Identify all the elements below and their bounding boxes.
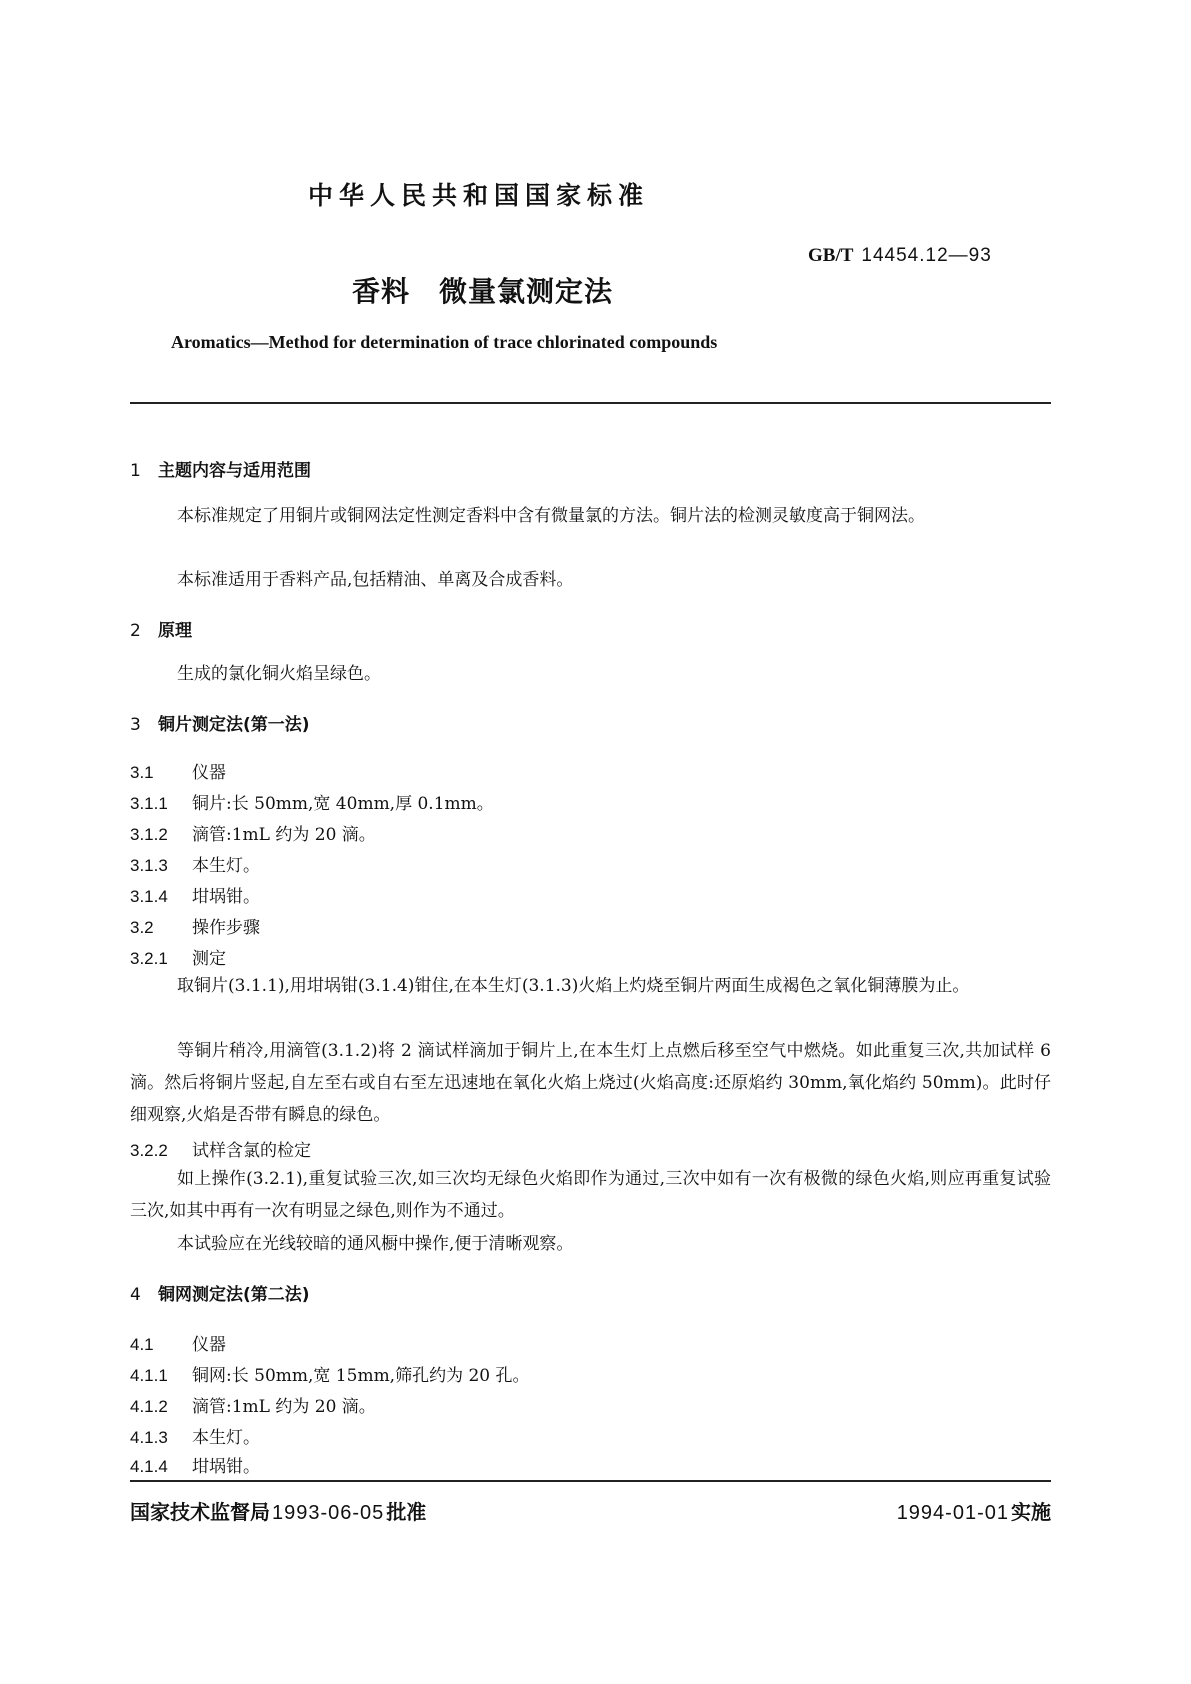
clause-text: 铜网:长 50mm,宽 15mm,筛孔约为 20 孔。 <box>192 1366 530 1386</box>
clause-number: 3.2.1 <box>130 949 168 968</box>
clause-number: 3.2.2 <box>130 1141 168 1160</box>
effective-line <box>897 1496 1051 1525</box>
clause-3-2-2-paragraph-2: 本试验应在光线较暗的通风橱中操作,便于清晰观察。 <box>177 1234 574 1254</box>
clause-4-1-2 <box>130 1392 376 1417</box>
clause-text: 滴管:1mL 约为 20 滴。 <box>192 825 376 845</box>
approval-org: 国家技术监督局 <box>130 1500 270 1524</box>
section-1-paragraph-2: 本标准适用于香料产品,包括精油、单离及合成香料。 <box>177 570 574 590</box>
clause-text: 试样含氯的检定 <box>192 1141 311 1161</box>
clause-3-2-1-paragraph-1: 取铜片(3.1.1),用坩埚钳(3.1.4)钳住,在本生灯(3.1.3)火焰上灼烧至铜片两面生成褐色之氧化铜薄膜为止。 <box>177 976 970 996</box>
approval-line <box>130 1496 426 1525</box>
section-2-paragraph-1: 生成的氯化铜火焰呈绿色。 <box>177 664 381 684</box>
section-1-paragraph-1: 本标准规定了用铜片或铜网法定性测定香料中含有微量氯的方法。铜片法的检测灵敏度高于铜网法。 <box>177 506 925 526</box>
section-number: 1 <box>130 461 141 481</box>
clause-number: 3.1.2 <box>130 825 168 844</box>
clause-3-2-2-paragraph-1: 如上操作(3.2.1),重复试验三次,如三次均无绿色火焰即作为通过,三次中如有一次有极微的绿色火焰,则应再重复试验三次,如其中再有一次有明显之绿色,则作为不通过。 <box>130 1169 1051 1221</box>
section-2-heading <box>130 616 192 641</box>
clause-text: 坩埚钳。 <box>192 887 260 907</box>
approval-label: 批准 <box>386 1500 427 1524</box>
section-4-heading <box>130 1280 310 1305</box>
clause-number: 4.1 <box>130 1335 154 1354</box>
standard-header-title: 中华人民共和国国家标准 <box>308 181 650 210</box>
clause-3-1-3 <box>130 851 260 876</box>
clause-3-2-1 <box>130 944 226 969</box>
clause-4-1-1 <box>130 1361 530 1386</box>
clause-number: 3.2 <box>130 918 154 937</box>
clause-4-1 <box>130 1330 226 1355</box>
clause-text: 滴管:1mL 约为 20 滴。 <box>192 1397 376 1417</box>
section-title: 铜网测定法(第二法) <box>158 1285 310 1305</box>
clause-3-2-1-paragraph-2: 等铜片稍冷,用滴管(3.1.2)将 2 滴试样滴加于铜片上,在本生灯上点燃后移至空气中燃烧。如此重复三次,共加试样 6 滴。然后将铜片竖起,自左至右或自右至左迅速地在氧化火焰上烧过(火焰高度:还原焰约 30mm,氧化焰约 50mm)。此时仔细观察,火焰是否带有瞬息的绿色。 <box>130 1041 1051 1125</box>
header-divider <box>130 402 1051 404</box>
clause-3-2-2 <box>130 1136 311 1161</box>
section-3-heading <box>130 710 310 735</box>
effective-date: 1994-01-01 <box>896 1502 1009 1524</box>
clause-text: 本生灯。 <box>192 856 260 876</box>
section-title: 铜片测定法(第一法) <box>158 715 310 735</box>
clause-number: 3.1.3 <box>130 856 168 875</box>
clause-text: 铜片:长 50mm,宽 40mm,厚 0.1mm。 <box>192 794 494 814</box>
section-number: 3 <box>130 715 141 735</box>
clause-4-1-3 <box>130 1423 260 1448</box>
clause-4-1-4 <box>130 1452 260 1477</box>
clause-number: 3.1 <box>130 763 154 782</box>
clause-number: 4.1.4 <box>130 1457 168 1476</box>
clause-3-1-2 <box>130 820 376 845</box>
clause-text: 测定 <box>192 949 226 969</box>
clause-3-1-1 <box>130 789 494 814</box>
clause-number: 3.1.1 <box>130 794 168 813</box>
standard-number <box>808 244 992 267</box>
clause-text: 仪器 <box>192 1335 226 1355</box>
document-title-cn: 香料 微量氯测定法 <box>352 275 614 308</box>
clause-number: 3.1.4 <box>130 887 168 906</box>
clause-3-1-4 <box>130 882 260 907</box>
section-number: 4 <box>130 1285 141 1305</box>
clause-text: 仪器 <box>192 763 226 783</box>
section-1-heading <box>130 456 311 481</box>
standard-number-value: 14454.12—93 <box>861 245 992 266</box>
standard-number-prefix: GB/T <box>808 245 854 266</box>
section-title: 原理 <box>158 621 192 641</box>
clause-3-1 <box>130 758 226 783</box>
clause-number: 4.1.3 <box>130 1428 168 1447</box>
effective-label: 实施 <box>1011 1500 1051 1524</box>
approval-date: 1993-06-05 <box>272 1502 385 1524</box>
section-number: 2 <box>130 621 141 641</box>
clause-text: 本生灯。 <box>192 1428 260 1448</box>
document-title-en: Aromatics—Method for determination of trace chlorinated compounds <box>171 332 718 352</box>
footer-divider <box>130 1480 1051 1482</box>
clause-number: 4.1.2 <box>130 1397 168 1416</box>
clause-3-2 <box>130 913 260 938</box>
section-title: 主题内容与适用范围 <box>158 461 311 481</box>
clause-text: 坩埚钳。 <box>192 1457 260 1477</box>
clause-text: 操作步骤 <box>192 918 260 938</box>
clause-number: 4.1.1 <box>130 1366 168 1385</box>
